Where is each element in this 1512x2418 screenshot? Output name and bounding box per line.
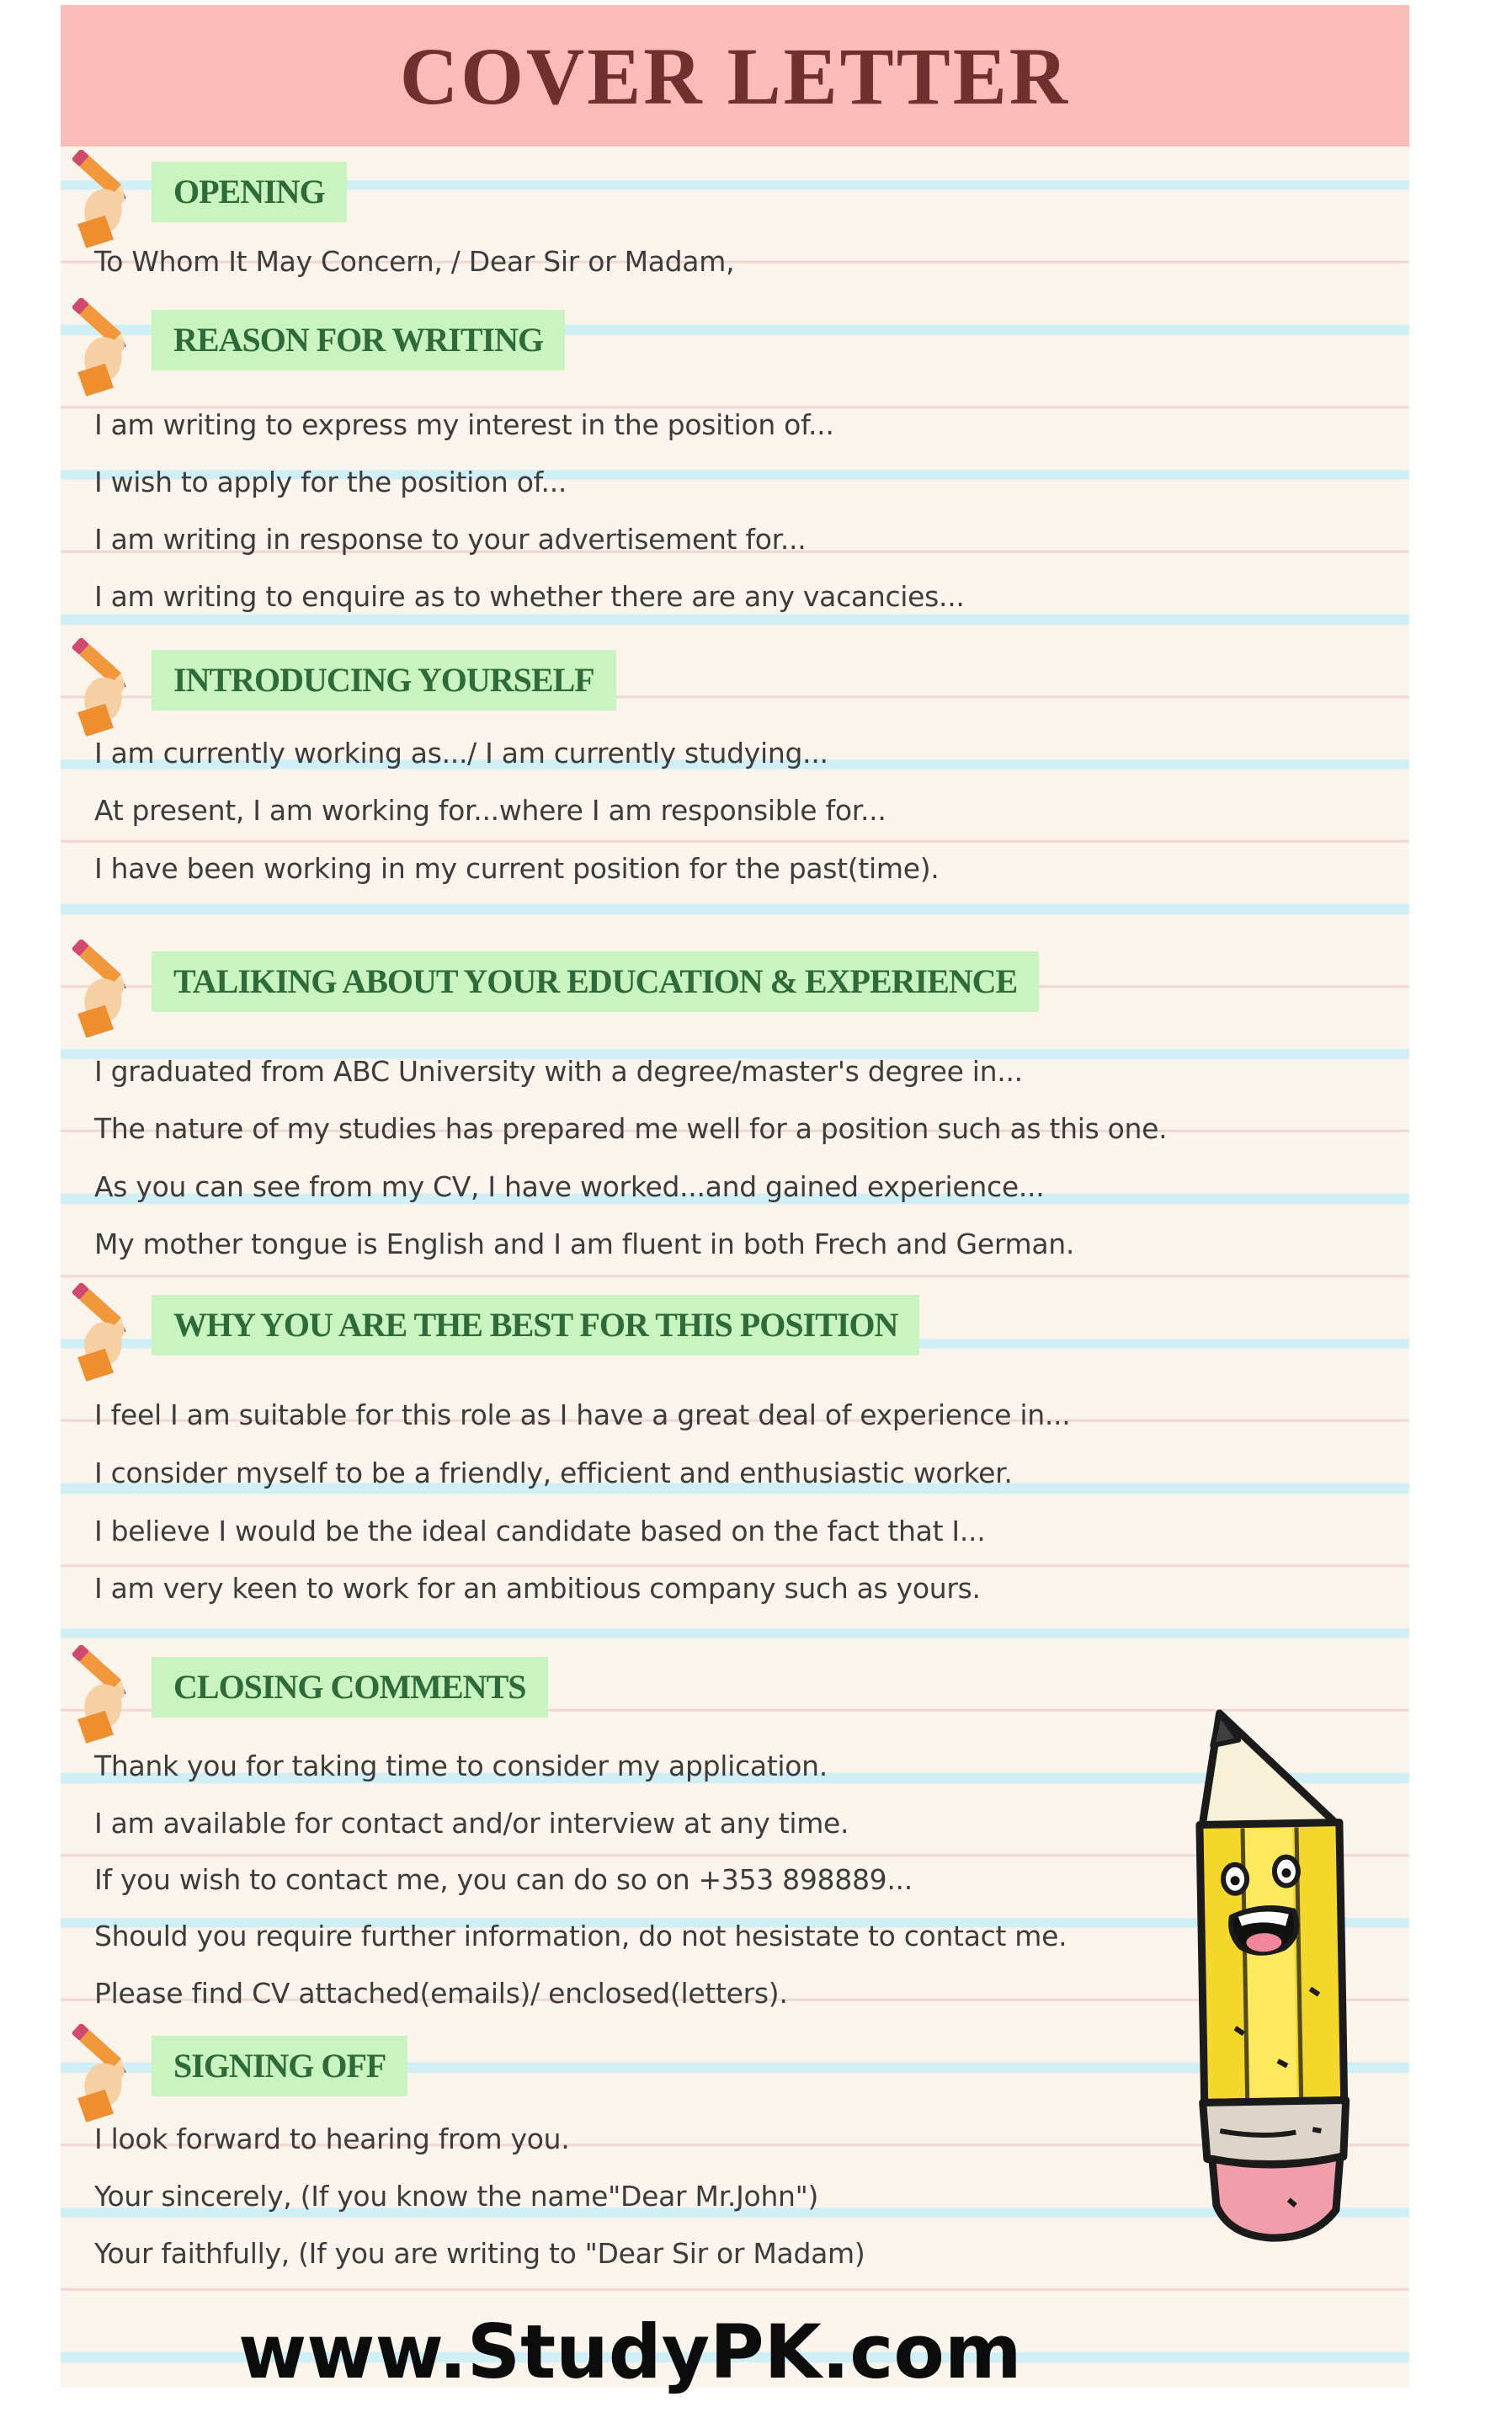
phrase-line: My mother tongue is English and I am fluent in both Frech and German. [94,1228,1075,1260]
section-heading: CLOSING COMMENTS [152,1657,548,1718]
phrase-line: Should you require further information, do not hesistate to contact me. [94,1920,1067,1952]
phrase-line: Your sincerely, (If you know the name"Dear Mr.John") [94,2180,819,2213]
phrase-line: As you can see from my CV, I have worked...and gained experience... [94,1170,1045,1203]
phrase-line: I am available for contact and/or interview at any time. [94,1807,849,1840]
phrase-line: I believe I would be the ideal candidate based on the fact that I... [94,1515,986,1547]
hand-writing-pencil-icon [72,1283,150,1382]
hand-writing-pencil-icon [72,150,150,249]
hand-writing-pencil-icon [72,298,150,397]
phrase-line: I wish to apply for the position of... [94,466,567,498]
page-title: COVER LETTER [399,30,1071,121]
phrase-line: I have been working in my current position for the past(time). [94,852,940,885]
section-heading: SIGNING OFF [152,2036,407,2096]
title-banner [61,5,1409,146]
phrase-line: To Whom It May Concern, / Dear Sir or Madam, [94,245,735,278]
hand-writing-pencil-icon [72,638,150,738]
section-heading: OPENING [152,162,347,222]
phrase-line: I feel I am suitable for this role as I have a great deal of experience in... [94,1398,1071,1431]
phrase-line: At present, I am working for...where I am responsible for... [94,794,886,827]
phrase-line: I am very keen to work for an ambitious company such as yours. [94,1572,981,1605]
phrase-line: I am currently working as.../ I am currently studying... [94,737,828,770]
phrase-line: Please find CV attached(emails)/ enclosed(letters). [94,1977,788,2010]
phrase-line: The nature of my studies has prepared me well for a position such as this one. [94,1112,1168,1145]
cartoon-pencil-mascot-icon [1184,1699,1360,2246]
hand-writing-pencil-icon [72,1645,150,1744]
phrase-line: I graduated from ABC University with a degree/master's degree in... [94,1055,1023,1088]
phrase-line: I am writing to enquire as to whether there are any vacancies... [94,580,965,613]
phrase-line: Your faithfully, (If you are writing to "Dear Sir or Madam) [94,2237,865,2270]
phrase-line: I look forward to hearing from you. [94,2122,570,2155]
phrase-line: If you wish to contact me, you can do so on +353 898889... [94,1863,913,1896]
phrase-line: Thank you for taking time to consider my application. [94,1750,828,1782]
section-heading: INTRODUCING YOURSELF [152,650,616,711]
hand-writing-pencil-icon [72,940,150,1039]
phrase-line: I am writing in response to your advertisement for... [94,523,807,556]
section-heading: REASON FOR WRITING [152,310,565,370]
phrase-line: I am writing to express my interest in the position of... [94,408,834,441]
phrase-line: I consider myself to be a friendly, efficient and enthusiastic worker. [94,1457,1013,1489]
section-heading: WHY YOU ARE THE BEST FOR THIS POSITION [152,1295,919,1355]
hand-writing-pencil-icon [72,2024,150,2123]
section-heading: TALIKING ABOUT YOUR EDUCATION & EXPERIENCE [152,951,1039,1012]
website-footer: www.StudyPK.com [238,2309,1022,2395]
